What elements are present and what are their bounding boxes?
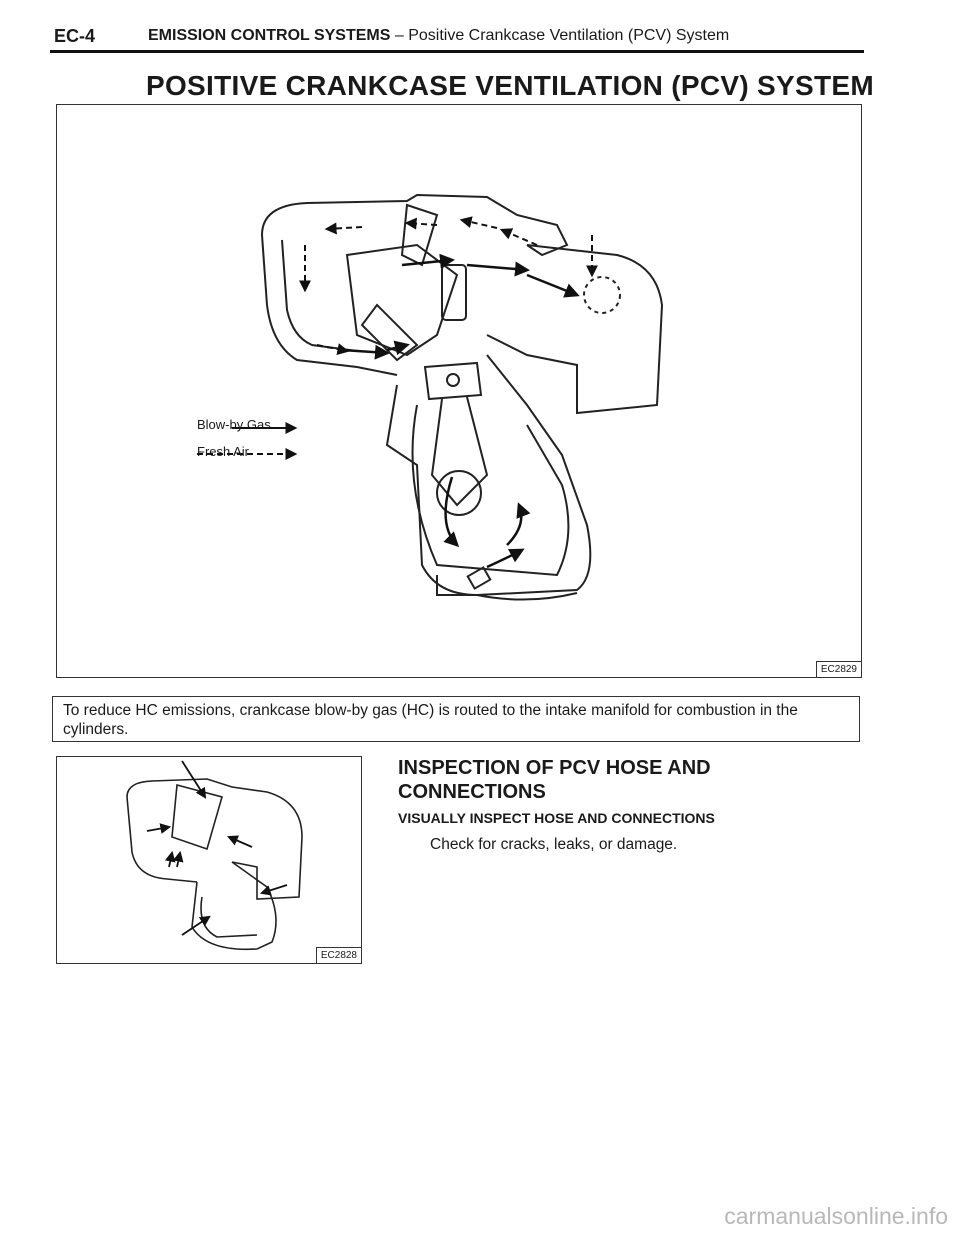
main-figure [56,104,862,678]
figure-code: EC2829 [816,661,861,677]
legend-blowby: Blow-by Gas [197,417,271,432]
pcv-hose-diagram [57,757,363,965]
small-figure-code: EC2828 [316,947,361,963]
small-figure [56,756,362,964]
header-rule [50,50,864,53]
page-title: POSITIVE CRANKCASE VENTILATION (PCV) SYSTEM [146,70,874,101]
legend-freshair: Fresh Air [197,444,250,459]
subsection-name: – Positive Crankcase Ventilation (PCV) System [390,27,730,44]
caption-box: To reduce HC emissions, crankcase blow-by gas (HC) is routed to the intake manifold for combustion in the cylinders. [52,696,860,742]
inspection-title: INSPECTION OF PCV HOSE AND CONNECTIONS [398,757,711,803]
page-code: EC-4 [54,26,96,46]
inspection-text: Check for cracks, leaks, or damage. [430,836,678,853]
running-header [148,27,729,45]
watermark: carmanualsonline.info [724,1203,948,1229]
engine-cross-section-diagram [57,105,863,679]
inspection-subtitle: VISUALLY INSPECT HOSE AND CONNECTIONS [398,810,715,826]
section-name: EMISSION CONTROL SYSTEMS [148,27,391,44]
